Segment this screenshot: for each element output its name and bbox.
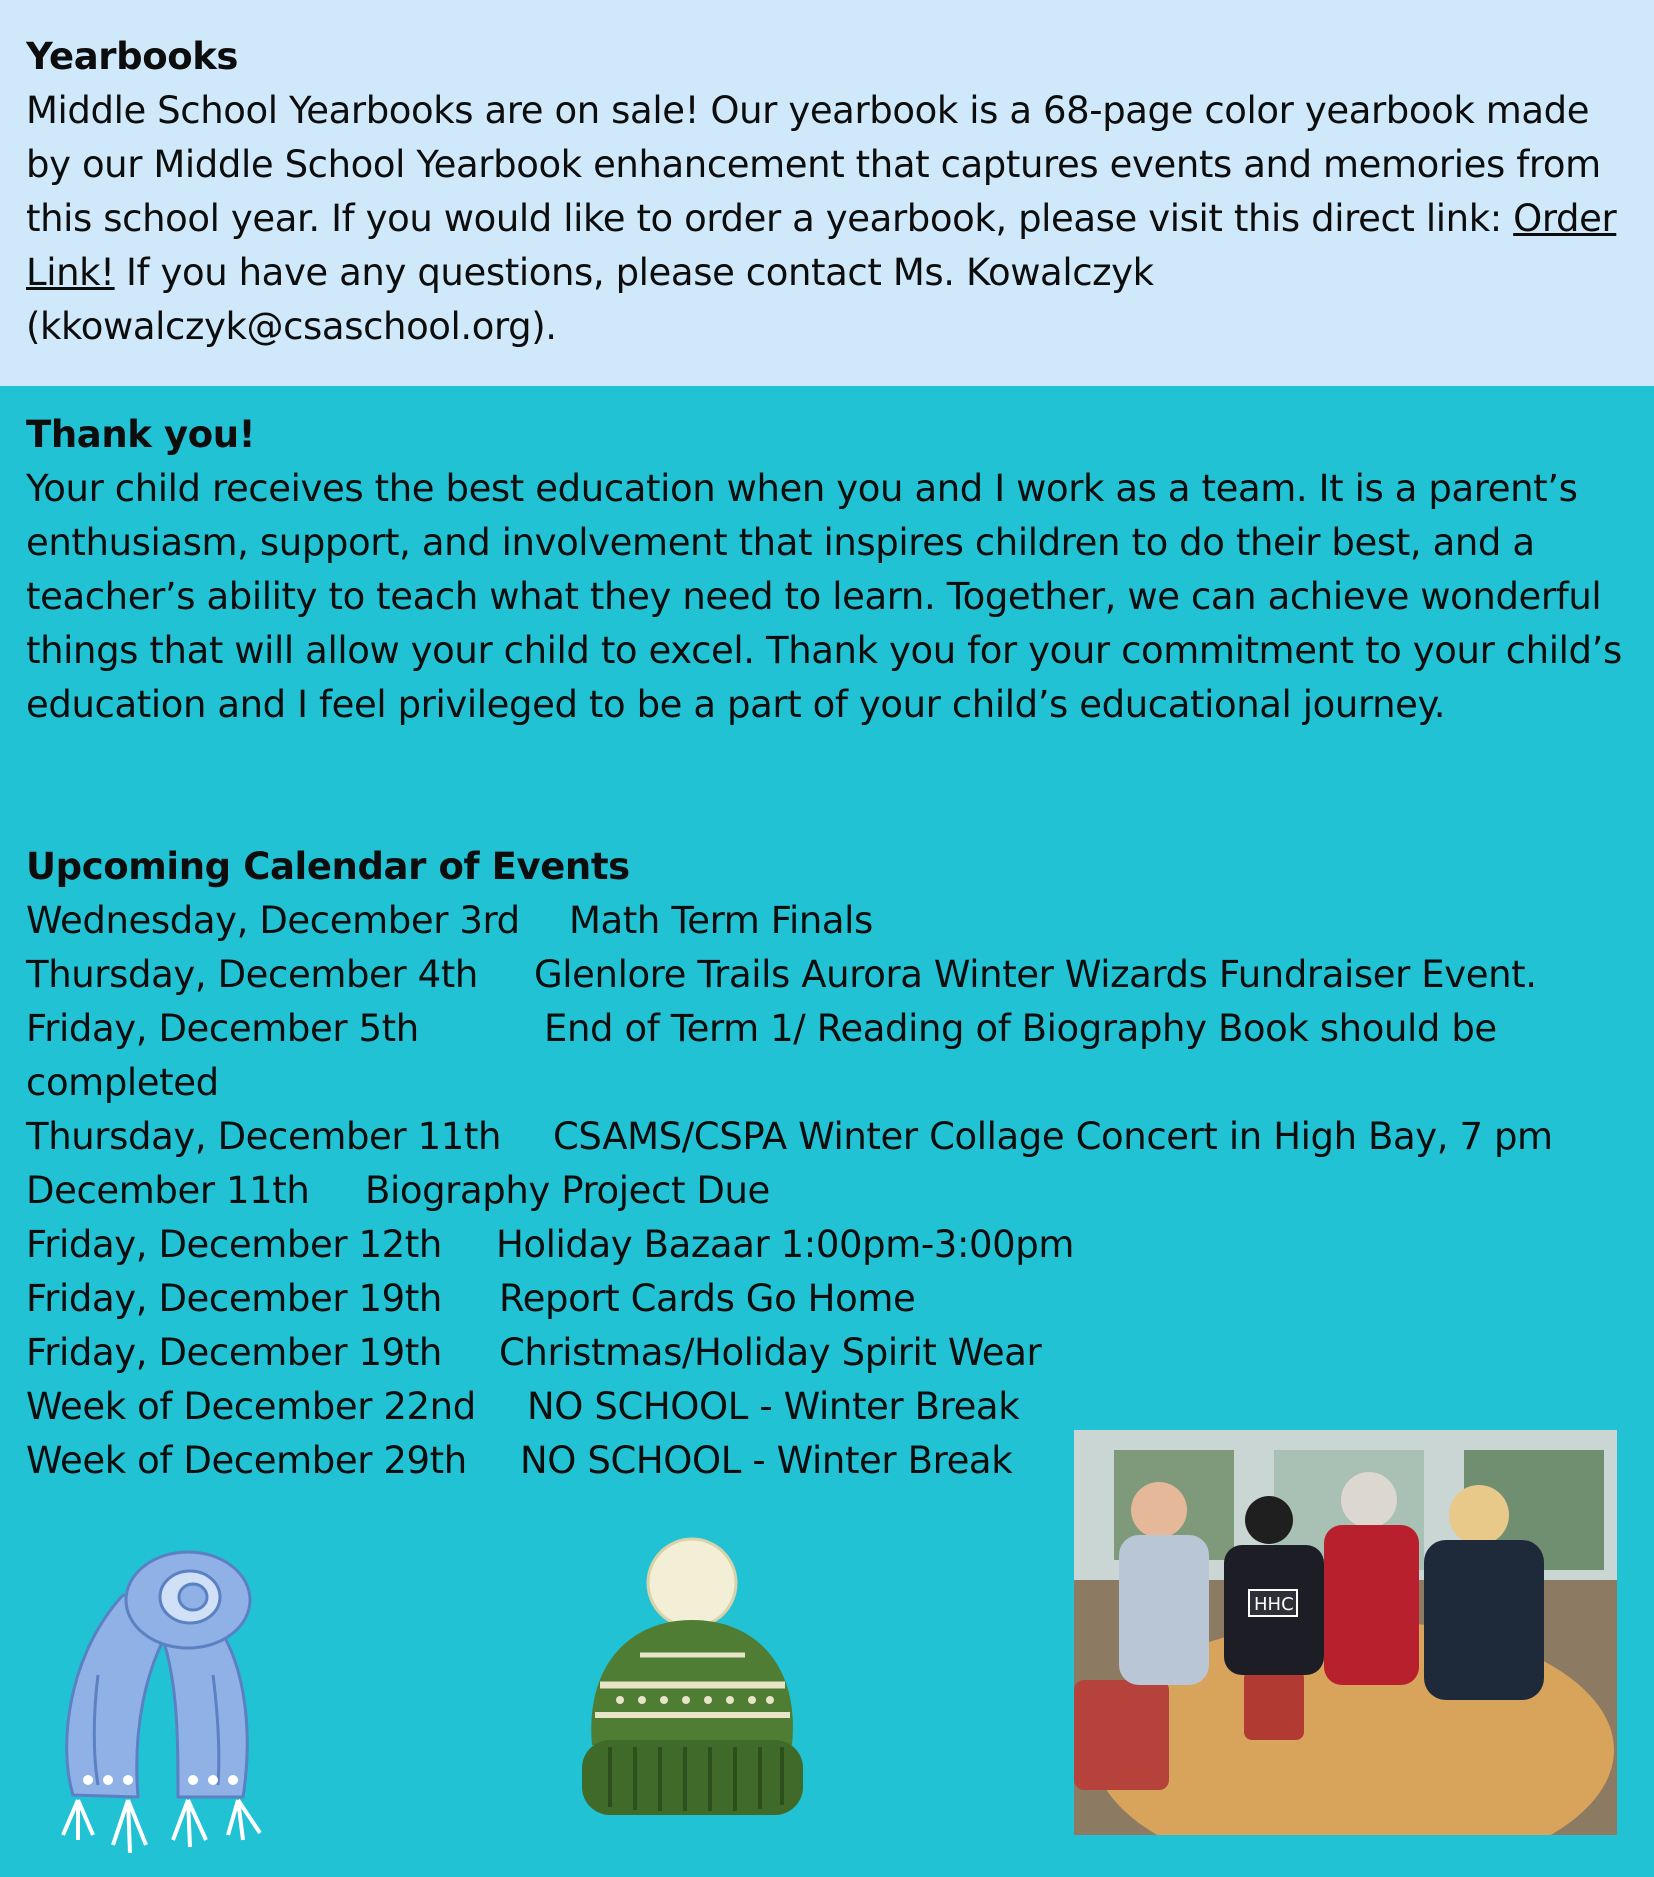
- event-title: Biography Project Due: [365, 1169, 770, 1212]
- yearbooks-section: [0, 0, 1654, 386]
- event-title: Glenlore Trails Aurora Winter Wizards Fundraiser Event.: [534, 953, 1537, 996]
- event-title: CSAMS/CSPA Winter Collage Concert in High Bay, 7 pm: [553, 1115, 1553, 1158]
- thank-you-heading: Thank you!: [26, 413, 256, 456]
- event-date: December 11th: [26, 1169, 310, 1212]
- event-date: Friday, December 19th: [26, 1331, 442, 1374]
- calendar-heading: Upcoming Calendar of Events: [26, 845, 630, 888]
- event-title: Math Term Finals: [569, 899, 873, 942]
- event-title: Report Cards Go Home: [499, 1277, 916, 1320]
- event-title: NO SCHOOL - Winter Break: [527, 1385, 1020, 1428]
- calendar-heading-wrap: [26, 840, 1630, 894]
- event-title: Holiday Bazaar 1:00pm-3:00pm: [496, 1223, 1075, 1266]
- event-date: Thursday, December 4th: [26, 953, 478, 996]
- thank-you-body: Your child receives the best education when you and I work as a team. It is a parent’s enthusiasm, support, and involvement that inspires children to do their best, and a teacher’s ability to teach what they need to learn. Together, we can achieve wonderful things that will allow your child to excel. Thank you for your commitment to your child’s education and I feel privileged to be a part of your child’s educational journey.: [26, 467, 1622, 726]
- students-photo: [1074, 1430, 1617, 1835]
- yearbooks-body-2: If you have any questions, please contact Ms. Kowalczyk (kkowalczyk@csaschool.org).: [26, 251, 1154, 348]
- event-title: End of Term 1/ Reading of Biography Book should be: [544, 1007, 1497, 1050]
- event-date: Friday, December 5th: [26, 1007, 419, 1050]
- students-photo-image: [1074, 1430, 1617, 1835]
- event-date: Friday, December 12th: [26, 1223, 442, 1266]
- event-title-continuation: completed: [26, 1061, 219, 1104]
- scarf-icon: [28, 1535, 318, 1865]
- yearbooks-body-1: Middle School Yearbooks are on sale! Our yearbook is a 68-page color yearbook made by our Middle School Yearbook enhancement that captures events and memories from this school year. If you would like to order a yearbook, please visit this direct link:: [26, 89, 1601, 240]
- event-date: Wednesday, December 3rd: [26, 899, 520, 942]
- order-link[interactable]: Order Link!: [26, 197, 1617, 294]
- event-title: NO SCHOOL - Winter Break: [520, 1439, 1013, 1482]
- yearbooks-text: [26, 30, 1630, 354]
- yearbooks-heading: Yearbooks: [26, 35, 239, 78]
- event-date: Friday, December 19th: [26, 1277, 442, 1320]
- event-date: Week of December 22nd: [26, 1385, 476, 1428]
- event-title: Christmas/Holiday Spirit Wear: [499, 1331, 1042, 1374]
- beanie-icon: [570, 1535, 815, 1825]
- event-date: Week of December 29th: [26, 1439, 467, 1482]
- shirt-text: HHC: [1254, 1594, 1294, 1615]
- event-date: Thursday, December 11th: [26, 1115, 502, 1158]
- thank-you-text: [26, 408, 1630, 732]
